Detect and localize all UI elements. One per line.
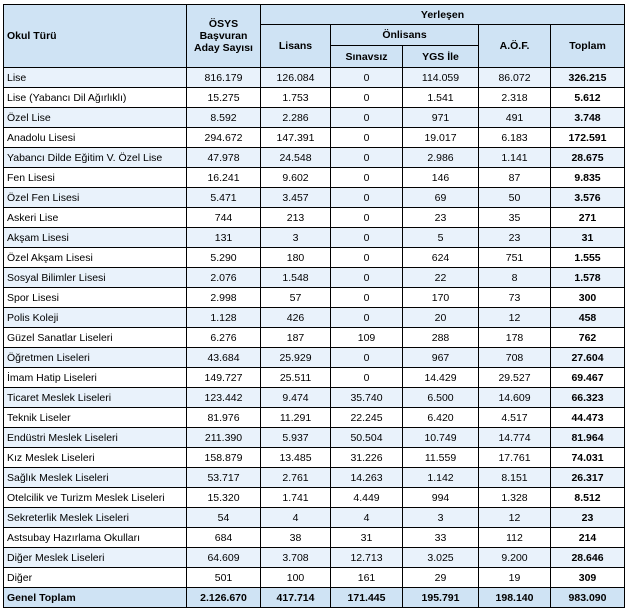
header-ygs-ile: YGS İle bbox=[403, 46, 479, 68]
cell-okul-turu: Otelcilik ve Turizm Meslek Liseleri bbox=[4, 488, 187, 508]
cell-aof: 9.200 bbox=[479, 548, 551, 568]
cell-osys: 816.179 bbox=[187, 68, 261, 88]
cell-aof: 19 bbox=[479, 568, 551, 588]
cell-sinavsiz: 0 bbox=[331, 208, 403, 228]
cell-sinavsiz: 0 bbox=[331, 168, 403, 188]
cell-lisans: 11.291 bbox=[261, 408, 331, 428]
cell-osys: 15.320 bbox=[187, 488, 261, 508]
cell-lisans: 9.602 bbox=[261, 168, 331, 188]
cell-toplam: 28.675 bbox=[551, 148, 625, 168]
table-row bbox=[4, 168, 625, 188]
header-aof: A.Ö.F. bbox=[479, 25, 551, 68]
header-sinavsiz: Sınavsız bbox=[331, 46, 403, 68]
cell-okul-turu: Diğer Meslek Liseleri bbox=[4, 548, 187, 568]
cell-aof: 14.609 bbox=[479, 388, 551, 408]
cell-ygs-ile: 624 bbox=[403, 248, 479, 268]
cell-okul-turu: Teknik Liseler bbox=[4, 408, 187, 428]
table-row bbox=[4, 68, 625, 88]
header-toplam: Toplam bbox=[551, 25, 625, 68]
header-onlisans: Önlisans bbox=[331, 25, 479, 46]
cell-lisans: 9.474 bbox=[261, 388, 331, 408]
cell-toplam: 23 bbox=[551, 508, 625, 528]
table-row bbox=[4, 348, 625, 368]
table-row bbox=[4, 228, 625, 248]
cell-toplam: 458 bbox=[551, 308, 625, 328]
cell-sinavsiz: 109 bbox=[331, 328, 403, 348]
cell-okul-turu: Öğretmen Liseleri bbox=[4, 348, 187, 368]
cell-ygs-ile: 14.429 bbox=[403, 368, 479, 388]
cell-aof: 50 bbox=[479, 188, 551, 208]
cell-sinavsiz: 31.226 bbox=[331, 448, 403, 468]
cell-aof: 8 bbox=[479, 268, 551, 288]
cell-okul-turu: Diğer bbox=[4, 568, 187, 588]
table-row bbox=[4, 488, 625, 508]
cell-toplam: 81.964 bbox=[551, 428, 625, 448]
cell-osys: 81.976 bbox=[187, 408, 261, 428]
cell-sinavsiz: 0 bbox=[331, 288, 403, 308]
cell-osys: 8.592 bbox=[187, 108, 261, 128]
cell-okul-turu: Özel Akşam Lisesi bbox=[4, 248, 187, 268]
cell-lisans: 13.485 bbox=[261, 448, 331, 468]
cell-lisans: 2.286 bbox=[261, 108, 331, 128]
cell-aof: 73 bbox=[479, 288, 551, 308]
cell-sinavsiz: 22.245 bbox=[331, 408, 403, 428]
cell-osys: 43.684 bbox=[187, 348, 261, 368]
cell-osys: 53.717 bbox=[187, 468, 261, 488]
cell-sinavsiz: 171.445 bbox=[331, 588, 403, 608]
cell-aof: 35 bbox=[479, 208, 551, 228]
cell-okul-turu: Anadolu Lisesi bbox=[4, 128, 187, 148]
cell-osys: 684 bbox=[187, 528, 261, 548]
cell-ygs-ile: 195.791 bbox=[403, 588, 479, 608]
cell-osys: 54 bbox=[187, 508, 261, 528]
cell-toplam: 983.090 bbox=[551, 588, 625, 608]
cell-aof: 12 bbox=[479, 508, 551, 528]
cell-aof: 87 bbox=[479, 168, 551, 188]
cell-toplam: 762 bbox=[551, 328, 625, 348]
cell-okul-turu: Genel Toplam bbox=[4, 588, 187, 608]
header-lisans: Lisans bbox=[261, 25, 331, 68]
cell-aof: 4.517 bbox=[479, 408, 551, 428]
cell-lisans: 1.741 bbox=[261, 488, 331, 508]
cell-aof: 178 bbox=[479, 328, 551, 348]
cell-aof: 8.151 bbox=[479, 468, 551, 488]
header-osys bbox=[187, 5, 261, 68]
cell-toplam: 9.835 bbox=[551, 168, 625, 188]
cell-ygs-ile: 170 bbox=[403, 288, 479, 308]
cell-toplam: 3.748 bbox=[551, 108, 625, 128]
cell-ygs-ile: 10.749 bbox=[403, 428, 479, 448]
cell-ygs-ile: 6.420 bbox=[403, 408, 479, 428]
cell-sinavsiz: 0 bbox=[331, 88, 403, 108]
cell-toplam: 28.646 bbox=[551, 548, 625, 568]
cell-sinavsiz: 161 bbox=[331, 568, 403, 588]
cell-aof: 708 bbox=[479, 348, 551, 368]
cell-sinavsiz: 0 bbox=[331, 228, 403, 248]
cell-okul-turu: Lise (Yabancı Dil Ağırlıklı) bbox=[4, 88, 187, 108]
table-row bbox=[4, 468, 625, 488]
cell-osys: 16.241 bbox=[187, 168, 261, 188]
table-row bbox=[4, 448, 625, 468]
cell-lisans: 3.708 bbox=[261, 548, 331, 568]
cell-lisans: 3.457 bbox=[261, 188, 331, 208]
cell-sinavsiz: 0 bbox=[331, 248, 403, 268]
cell-toplam: 5.612 bbox=[551, 88, 625, 108]
cell-aof: 1.141 bbox=[479, 148, 551, 168]
cell-sinavsiz: 0 bbox=[331, 268, 403, 288]
cell-lisans: 1.548 bbox=[261, 268, 331, 288]
cell-sinavsiz: 31 bbox=[331, 528, 403, 548]
cell-ygs-ile: 23 bbox=[403, 208, 479, 228]
cell-osys: 1.128 bbox=[187, 308, 261, 328]
cell-sinavsiz: 0 bbox=[331, 128, 403, 148]
cell-lisans: 4 bbox=[261, 508, 331, 528]
cell-ygs-ile: 22 bbox=[403, 268, 479, 288]
table-row bbox=[4, 548, 625, 568]
cell-aof: 2.318 bbox=[479, 88, 551, 108]
table-body bbox=[4, 68, 625, 608]
cell-lisans: 1.753 bbox=[261, 88, 331, 108]
cell-ygs-ile: 3.025 bbox=[403, 548, 479, 568]
cell-ygs-ile: 69 bbox=[403, 188, 479, 208]
cell-osys: 6.276 bbox=[187, 328, 261, 348]
cell-sinavsiz: 0 bbox=[331, 308, 403, 328]
table-row bbox=[4, 128, 625, 148]
cell-toplam: 27.604 bbox=[551, 348, 625, 368]
cell-sinavsiz: 4 bbox=[331, 508, 403, 528]
cell-sinavsiz: 0 bbox=[331, 348, 403, 368]
cell-toplam: 300 bbox=[551, 288, 625, 308]
cell-sinavsiz: 0 bbox=[331, 108, 403, 128]
table-row bbox=[4, 568, 625, 588]
cell-okul-turu: Yabancı Dilde Eğitim V. Özel Lise bbox=[4, 148, 187, 168]
table-row bbox=[4, 248, 625, 268]
cell-ygs-ile: 29 bbox=[403, 568, 479, 588]
table-row-grand-total bbox=[4, 588, 625, 608]
table-row bbox=[4, 268, 625, 288]
cell-toplam: 26.317 bbox=[551, 468, 625, 488]
cell-ygs-ile: 994 bbox=[403, 488, 479, 508]
table-row bbox=[4, 528, 625, 548]
cell-sinavsiz: 35.740 bbox=[331, 388, 403, 408]
cell-okul-turu: Güzel Sanatlar Liseleri bbox=[4, 328, 187, 348]
table-row bbox=[4, 308, 625, 328]
cell-okul-turu: Özel Lise bbox=[4, 108, 187, 128]
cell-okul-turu: Kız Meslek Liseleri bbox=[4, 448, 187, 468]
cell-ygs-ile: 3 bbox=[403, 508, 479, 528]
table-row bbox=[4, 148, 625, 168]
cell-osys: 5.471 bbox=[187, 188, 261, 208]
cell-sinavsiz: 50.504 bbox=[331, 428, 403, 448]
cell-sinavsiz: 12.713 bbox=[331, 548, 403, 568]
cell-aof: 14.774 bbox=[479, 428, 551, 448]
cell-aof: 198.140 bbox=[479, 588, 551, 608]
cell-ygs-ile: 288 bbox=[403, 328, 479, 348]
cell-toplam: 69.467 bbox=[551, 368, 625, 388]
cell-okul-turu: Fen Lisesi bbox=[4, 168, 187, 188]
cell-sinavsiz: 4.449 bbox=[331, 488, 403, 508]
placement-stats-table bbox=[3, 4, 625, 608]
table-row bbox=[4, 428, 625, 448]
cell-toplam: 3.576 bbox=[551, 188, 625, 208]
cell-toplam: 172.591 bbox=[551, 128, 625, 148]
table-row bbox=[4, 408, 625, 428]
cell-toplam: 1.555 bbox=[551, 248, 625, 268]
cell-ygs-ile: 11.559 bbox=[403, 448, 479, 468]
header-osys-line3: Aday Sayısı bbox=[194, 42, 253, 54]
cell-aof: 17.761 bbox=[479, 448, 551, 468]
cell-lisans: 25.511 bbox=[261, 368, 331, 388]
cell-ygs-ile: 33 bbox=[403, 528, 479, 548]
cell-sinavsiz: 0 bbox=[331, 148, 403, 168]
cell-toplam: 309 bbox=[551, 568, 625, 588]
cell-okul-turu: Sosyal Bilimler Lisesi bbox=[4, 268, 187, 288]
cell-ygs-ile: 146 bbox=[403, 168, 479, 188]
cell-aof: 751 bbox=[479, 248, 551, 268]
cell-okul-turu: Endüstri Meslek Liseleri bbox=[4, 428, 187, 448]
table-row bbox=[4, 88, 625, 108]
cell-osys: 5.290 bbox=[187, 248, 261, 268]
cell-sinavsiz: 0 bbox=[331, 68, 403, 88]
cell-okul-turu: Özel Fen Lisesi bbox=[4, 188, 187, 208]
cell-okul-turu: Astsubay Hazırlama Okulları bbox=[4, 528, 187, 548]
cell-osys: 294.672 bbox=[187, 128, 261, 148]
cell-aof: 491 bbox=[479, 108, 551, 128]
cell-lisans: 417.714 bbox=[261, 588, 331, 608]
cell-toplam: 271 bbox=[551, 208, 625, 228]
cell-lisans: 38 bbox=[261, 528, 331, 548]
cell-ygs-ile: 20 bbox=[403, 308, 479, 328]
cell-toplam: 214 bbox=[551, 528, 625, 548]
cell-okul-turu: Lise bbox=[4, 68, 187, 88]
table-row bbox=[4, 288, 625, 308]
cell-aof: 112 bbox=[479, 528, 551, 548]
cell-aof: 86.072 bbox=[479, 68, 551, 88]
cell-aof: 29.527 bbox=[479, 368, 551, 388]
cell-ygs-ile: 6.500 bbox=[403, 388, 479, 408]
cell-okul-turu: Askeri Lise bbox=[4, 208, 187, 228]
cell-lisans: 213 bbox=[261, 208, 331, 228]
header-osys-line1: ÖSYS bbox=[208, 18, 239, 30]
cell-sinavsiz: 0 bbox=[331, 368, 403, 388]
cell-lisans: 180 bbox=[261, 248, 331, 268]
cell-sinavsiz: 14.263 bbox=[331, 468, 403, 488]
table-row bbox=[4, 368, 625, 388]
cell-toplam: 1.578 bbox=[551, 268, 625, 288]
table-row bbox=[4, 388, 625, 408]
cell-aof: 1.328 bbox=[479, 488, 551, 508]
cell-lisans: 3 bbox=[261, 228, 331, 248]
cell-osys: 211.390 bbox=[187, 428, 261, 448]
cell-ygs-ile: 19.017 bbox=[403, 128, 479, 148]
cell-osys: 47.978 bbox=[187, 148, 261, 168]
cell-osys: 744 bbox=[187, 208, 261, 228]
cell-lisans: 24.548 bbox=[261, 148, 331, 168]
table-row bbox=[4, 508, 625, 528]
cell-lisans: 57 bbox=[261, 288, 331, 308]
cell-ygs-ile: 1.541 bbox=[403, 88, 479, 108]
cell-ygs-ile: 1.142 bbox=[403, 468, 479, 488]
cell-aof: 12 bbox=[479, 308, 551, 328]
cell-toplam: 66.323 bbox=[551, 388, 625, 408]
cell-ygs-ile: 967 bbox=[403, 348, 479, 368]
cell-sinavsiz: 0 bbox=[331, 188, 403, 208]
table-row bbox=[4, 188, 625, 208]
cell-osys: 123.442 bbox=[187, 388, 261, 408]
cell-toplam: 8.512 bbox=[551, 488, 625, 508]
cell-osys: 64.609 bbox=[187, 548, 261, 568]
table-row bbox=[4, 208, 625, 228]
cell-toplam: 74.031 bbox=[551, 448, 625, 468]
cell-okul-turu: Spor Lisesi bbox=[4, 288, 187, 308]
cell-osys: 501 bbox=[187, 568, 261, 588]
cell-lisans: 126.084 bbox=[261, 68, 331, 88]
cell-osys: 2.998 bbox=[187, 288, 261, 308]
cell-okul-turu: Akşam Lisesi bbox=[4, 228, 187, 248]
cell-osys: 2.126.670 bbox=[187, 588, 261, 608]
header-okul-turu: Okul Türü bbox=[4, 5, 187, 68]
cell-lisans: 187 bbox=[261, 328, 331, 348]
cell-osys: 149.727 bbox=[187, 368, 261, 388]
cell-lisans: 2.761 bbox=[261, 468, 331, 488]
cell-lisans: 426 bbox=[261, 308, 331, 328]
cell-aof: 23 bbox=[479, 228, 551, 248]
cell-ygs-ile: 114.059 bbox=[403, 68, 479, 88]
cell-ygs-ile: 2.986 bbox=[403, 148, 479, 168]
cell-toplam: 44.473 bbox=[551, 408, 625, 428]
cell-aof: 6.183 bbox=[479, 128, 551, 148]
cell-ygs-ile: 971 bbox=[403, 108, 479, 128]
cell-osys: 158.879 bbox=[187, 448, 261, 468]
table-row bbox=[4, 108, 625, 128]
cell-okul-turu: Ticaret Meslek Liseleri bbox=[4, 388, 187, 408]
cell-osys: 131 bbox=[187, 228, 261, 248]
cell-osys: 2.076 bbox=[187, 268, 261, 288]
cell-toplam: 326.215 bbox=[551, 68, 625, 88]
cell-okul-turu: Sağlık Meslek Liseleri bbox=[4, 468, 187, 488]
header-osys-line2: Başvuran bbox=[199, 30, 248, 42]
header-yerlesen: Yerleşen bbox=[261, 5, 625, 25]
cell-osys: 15.275 bbox=[187, 88, 261, 108]
cell-lisans: 100 bbox=[261, 568, 331, 588]
cell-okul-turu: Sekreterlik Meslek Liseleri bbox=[4, 508, 187, 528]
cell-okul-turu: Polis Koleji bbox=[4, 308, 187, 328]
cell-toplam: 31 bbox=[551, 228, 625, 248]
cell-ygs-ile: 5 bbox=[403, 228, 479, 248]
cell-lisans: 147.391 bbox=[261, 128, 331, 148]
cell-lisans: 5.937 bbox=[261, 428, 331, 448]
table-row bbox=[4, 328, 625, 348]
cell-lisans: 25.929 bbox=[261, 348, 331, 368]
cell-okul-turu: İmam Hatip Liseleri bbox=[4, 368, 187, 388]
